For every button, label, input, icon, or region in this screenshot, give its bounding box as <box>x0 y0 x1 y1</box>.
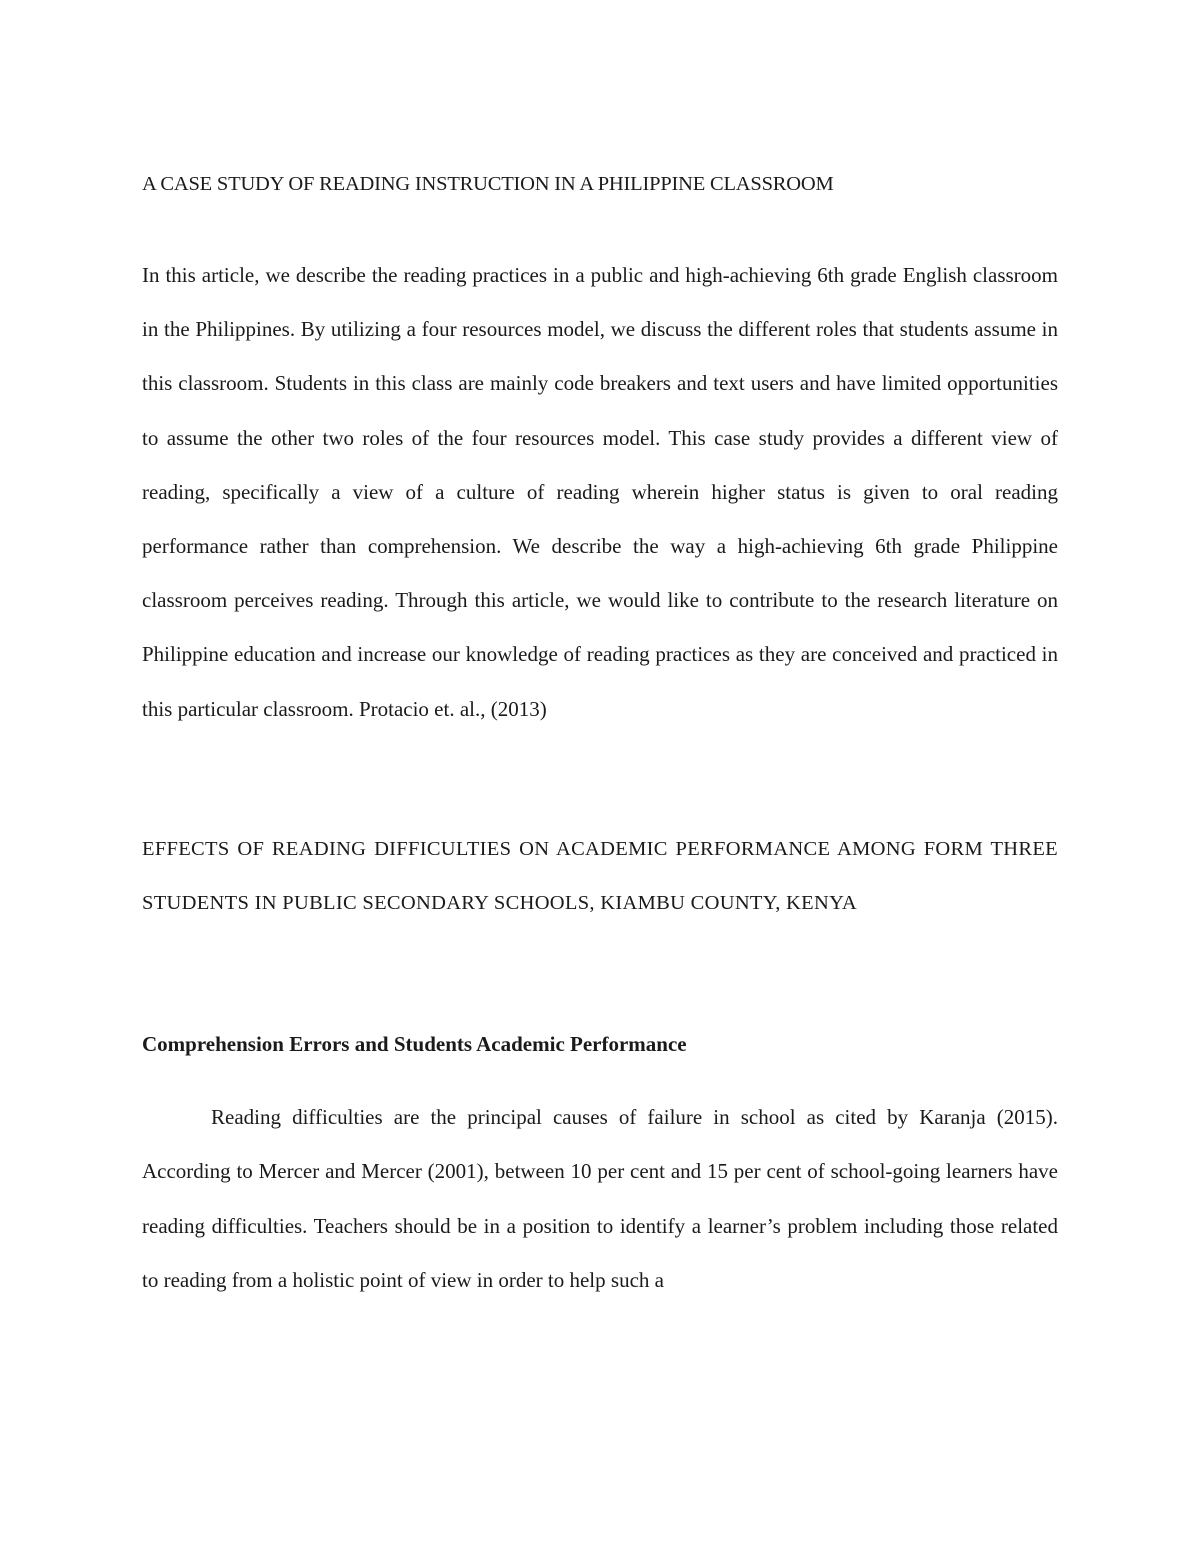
case-study-title: A CASE STUDY OF READING INSTRUCTION IN A PHILIPPINE CLASSROOM <box>142 173 834 195</box>
effects-study-title: EFFECTS OF READING DIFFICULTIES ON ACADEMIC PERFORMANCE AMONG FORM THREE STUDENTS IN PUBLIC SECONDARY SCHOOLS, KIAMBU COUNTY, KENYA <box>142 837 1058 915</box>
section-heading: Comprehension Errors and Students Academic Performance <box>142 1032 687 1057</box>
case-study-abstract: In this article, we describe the reading practices in a public and high-achieving 6th grade English classroom in the Philippines. By utilizing a four resources model, we discuss the different roles that students assume in this classroom. Students in this class are mainly code breakers and text users and have limited opportunities to assume the other two roles of the four resources model. This case study provides a different view of reading, specifically a view of a culture of reading wherein higher status is given to oral reading performance rather than comprehension. We describe the way a high-achieving 6th grade Philippine classroom perceives reading. Through this article, we would like to contribute to the research literature on Philippine education and increase our knowledge of reading practices as they are conceived and practiced in this particular classroom. Protacio et. al., (2013) <box>142 263 1058 721</box>
body-paragraph: Reading difficulties are the principal causes of failure in school as cited by Karanja (2015). According to Mercer and Mercer (2001), between 10 per cent and 15 per cent of school-going learners have reading difficulties. Teachers should be in a position to identify a learner’s problem including those related to reading from a holistic point of view in order to help such a <box>142 1105 1058 1292</box>
document-body <box>142 166 1058 1307</box>
